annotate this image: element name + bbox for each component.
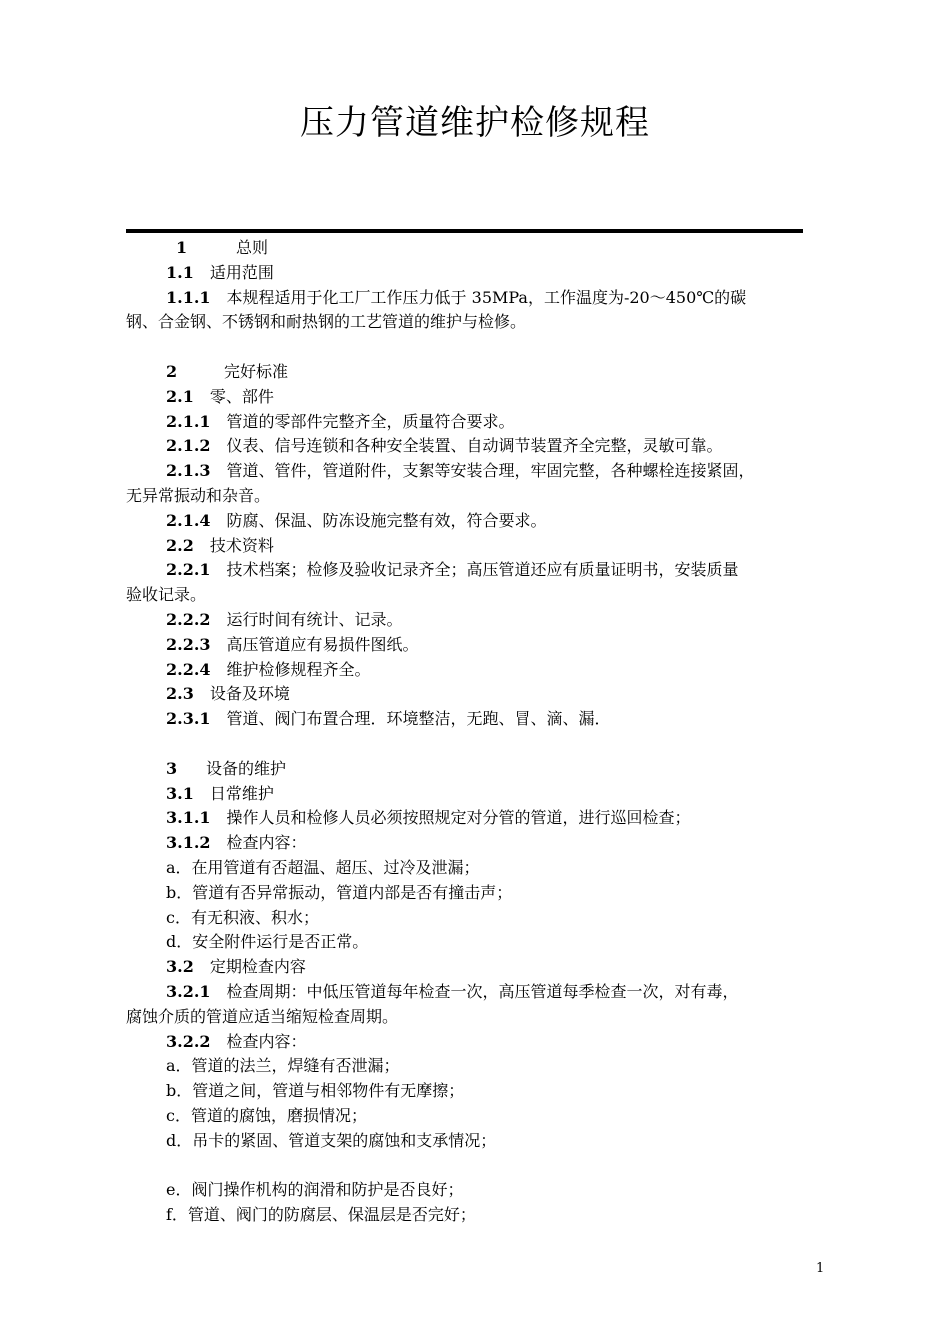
clause-continuation: 无异常振动和杂音。 [126,485,271,505]
clause-number: 2.1.4 [166,510,211,530]
list-item: b．管道之间，管道与相邻物件有无摩擦； [166,1081,465,1101]
list-item: c．有无积液、积水； [166,907,319,927]
section-heading [126,757,826,782]
section-heading [126,236,826,261]
clause [126,658,826,683]
clause-text: 运行时间有统计、记录。 [226,609,403,629]
clause-number: 3.1.1 [166,808,211,828]
section-title: 设备及环境 [209,684,290,704]
section-title: 零、部件 [209,386,274,406]
clause [126,509,826,534]
clause-continuation: 腐蚀介质的管道应适当缩短检查周期。 [126,1006,399,1026]
list-item: d．安全附件运行是否正常。 [166,932,369,952]
subsection-heading [126,955,826,980]
section-title: 适用范围 [209,262,274,282]
section-number: 2.2 [166,535,194,555]
section-number: 2.3 [166,684,194,704]
clause-text: 管道的零部件完整齐全，质量符合要求。 [226,411,515,431]
page-number: 1 [816,1261,825,1276]
section-title: 定期检查内容 [209,957,306,977]
clause-number: 2.1.3 [166,461,211,481]
list-item: a．在用管道有否超温、超压、过冷及泄漏； [166,857,480,877]
section-number: 3.1 [166,783,194,803]
clause-text: 检查周期：中低压管道每年检查一次，高压管道每季检查一次，对有毒， [226,981,739,1001]
section-title: 完好标准 [224,361,289,381]
document-title: 压力管道维护检修规程 [300,103,650,143]
section-number: 3 [166,758,178,778]
clause-text: 管道、管件，管道附件，支絮等安装合理，牢固完整，各种螺栓连接紧固， [226,461,755,481]
title-divider [126,229,803,233]
list-item: a．管道的法兰，焊缝有否泄漏； [166,1056,400,1076]
clause-text: 仪表、信号连锁和各种安全装置、自动调节装置齐全完整，灵敏可靠。 [226,436,723,456]
clause-text: 技术档案；检修及验收记录齐全；高压管道还应有质量证明书，安装质量 [226,560,739,580]
clause [126,707,826,732]
clause-text: 本规程适用于化工厂工作压力低于 35MPa，工作温度为-20～450℃的碳 [226,287,747,307]
clause-number: 2.2.4 [166,659,211,679]
list-item: b．管道有否异常振动，管道内部是否有撞击声； [166,882,513,902]
subsection-heading [126,534,826,559]
clause-continuation: 钢、合金钢、不锈钢和耐热钢的工艺管道的维护与检修。 [126,312,527,332]
clause [126,1030,826,1055]
list-item: d．吊卡的紧固、管道支架的腐蚀和支承情况； [166,1130,497,1150]
clause-number: 2.2.3 [166,634,211,654]
clause-number: 2.2.2 [166,609,211,629]
clause [126,434,826,459]
section-number: 3.2 [166,957,194,977]
clause-text: 维护检修规程齐全。 [226,659,371,679]
clause-text: 防腐、保温、防冻设施完整有效，符合要求。 [226,510,547,530]
clause [126,980,826,1005]
section-number: 2.1 [166,386,194,406]
section-title: 日常维护 [209,783,274,803]
clause [126,459,826,484]
clause-text: 检查内容： [226,833,307,853]
clause-number: 2.1.1 [166,411,211,431]
section-title: 设备的维护 [206,758,287,778]
list-item: f．管道、阀门的防腐层、保温层是否完好； [166,1205,476,1225]
clause-continuation: 验收记录。 [126,585,207,605]
clause-number: 3.1.2 [166,833,211,853]
document-body [126,236,826,1228]
section-heading [126,360,826,385]
clause [126,286,826,311]
section-number: 2 [166,361,178,381]
clause [126,806,826,831]
clause [126,410,826,435]
clause-number: 2.2.1 [166,560,211,580]
section-title: 技术资料 [209,535,274,555]
clause-number: 2.1.2 [166,436,211,456]
clause-text: 操作人员和检修人员必须按照规定对分管的管道，进行巡回检查； [226,808,691,828]
clause-number: 1.1.1 [166,287,211,307]
clause-number: 3.2.2 [166,1031,211,1051]
subsection-heading [126,261,826,286]
subsection-heading [126,782,826,807]
clause [126,633,826,658]
clause-number: 2.3.1 [166,709,211,729]
section-number: 1 [176,238,188,257]
clause-text: 管道、阀门布置合理．环境整洁，无跑、冒、滴、漏． [226,709,611,729]
list-item: c．管道的腐蚀，磨损情况； [166,1105,367,1125]
section-number: 1.1 [166,262,194,282]
subsection-heading [126,682,826,707]
list-item: e．阀门操作机构的润滑和防护是否良好； [166,1180,464,1200]
clause-number: 3.2.1 [166,981,211,1001]
clause [126,608,826,633]
clause [126,558,826,583]
subsection-heading [126,385,826,410]
clause-text: 检查内容： [226,1031,307,1051]
clause-text: 高压管道应有易损件图纸。 [226,634,419,654]
clause [126,831,826,856]
section-title: 总则 [236,238,269,257]
